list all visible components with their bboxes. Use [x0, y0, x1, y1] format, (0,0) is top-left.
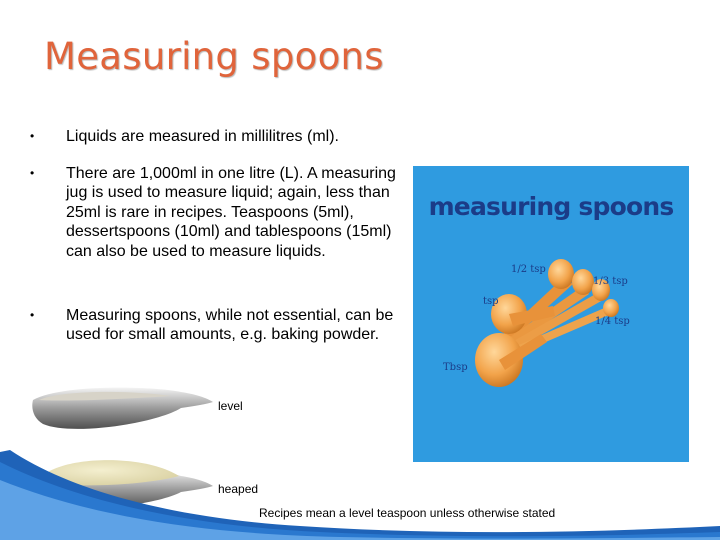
slide-title: Measuring spoons — [44, 35, 384, 78]
bullet-marker: • — [30, 308, 35, 322]
label-tsp: tsp — [483, 296, 499, 307]
label-third-tsp: 1/3 tsp — [593, 276, 628, 287]
bullet-text: There are 1,000ml in one litre (L). A measuring jug is used to measure liquid; again, less than 25ml is rare in recipes. Teaspoons (5ml), dessertspoons (10ml) and tablespoons (15ml) can also be used to measure liquids. — [66, 165, 396, 260]
label-tbsp: Tbsp — [443, 362, 468, 373]
heaped-label: heaped — [218, 482, 259, 496]
label-quarter-tsp: 1/4 tsp — [595, 316, 630, 327]
level-spoon-image — [31, 378, 216, 440]
bullet-text: Liquids are measured in millilitres (ml). — [66, 128, 339, 145]
measuring-spoons-poster — [413, 166, 689, 462]
bullet-marker: • — [30, 129, 35, 143]
decorative-swoosh — [0, 440, 720, 540]
poster-title: measuring spoons — [428, 192, 674, 221]
caption: Recipes mean a level teaspoon unless otherwise stated — [259, 506, 556, 520]
label-half-tsp: 1/2 tsp — [511, 264, 546, 275]
level-label: level — [218, 399, 243, 413]
bullet-marker: • — [30, 166, 35, 180]
bullet-text: Measuring spoons, while not essential, can be used for small amounts, e.g. baking powder. — [66, 307, 394, 344]
